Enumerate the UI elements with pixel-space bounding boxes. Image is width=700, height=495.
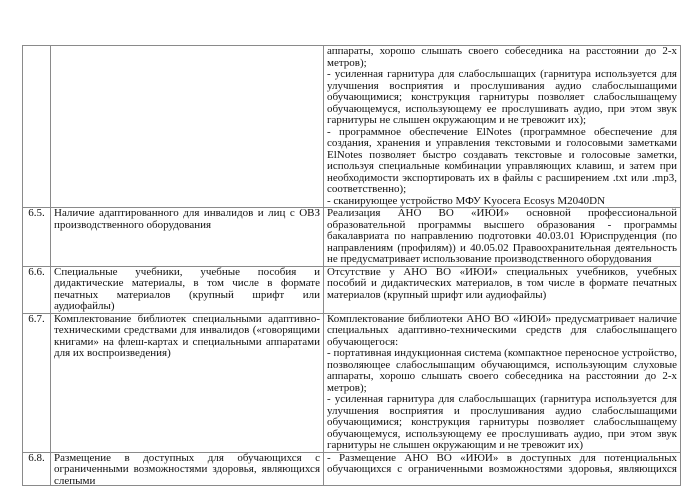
table-row xyxy=(23,266,681,313)
table-row xyxy=(23,313,681,452)
accessibility-table xyxy=(22,45,681,486)
row-number: 6.5. xyxy=(23,208,51,267)
row-description: аппараты, хорошо слышать своего собеседника на расстоянии до 2-х метров); - усиленная гарнитура для слабослышащих (гарнитура используется для улучшения восприятия и прослушивания аудио слабослышащими обучающимися; конструкция гарнитуры позволяет слабослышащему обучающемуся, использующему ее прослушивать аудио, при этом звук гарнитуры не слышен окружающим и не тревожит их); - программное обеспечение ElNotes (программное обеспечение для создания, хранения и управления текстовыми и голосовыми заметками ElNotes позволяет быстро создавать текстовые и голосовые заметки, используя специальные комбинации управляющих клавиш, и затем при необходимости экспортировать их в файлы с расширением .txt или .mp3, соответственно); - сканирующее устройство МФУ Kyocera Ecosys M2040DN xyxy=(324,46,681,208)
table-row xyxy=(23,208,681,267)
row-description: Реализация АНО ВО «ИЮИ» основной профессиональной образовательной программы высшего образования - программы бакалавриата по направлению подготовки 40.03.01 Юриспруденция (по направлениям (профилям)) и 40.05.02 Правоохранительная деятельность не предусматривает использование производственного оборудования xyxy=(324,208,681,267)
row-requirement: Комплектование библиотек специальными адаптивно-техническими средствами для инвалидов («говорящими книгами» на флеш-картах и специальными аппаратами для их воспроизведения) xyxy=(51,313,324,452)
row-requirement: Специальные учебники, учебные пособия и дидактические материалы, в том числе в формате печатных материалов (крупный шрифт или аудиофайлы) xyxy=(51,266,324,313)
row-requirement xyxy=(51,46,324,208)
row-description: Отсутствие у АНО ВО «ИЮИ» специальных учебников, учебных пособий и дидактических материалов, в том числе в формате печатных материалов (крупный шрифт или аудиофайлы) xyxy=(324,266,681,313)
row-description: Комплектование библиотеки АНО ВО «ИЮИ» предусматривает наличие специальных адаптивно-техническими средств для слабослышащего обучающегося: - портативная индукционная система (компактное переносное устройство, позволяющее слабослышащим обучающимся, использующим слуховые аппараты, хорошо слышать своего собеседника на расстоянии до 2-х метров); - усиленная гарнитура для слабослышащих (гарнитура используется для улучшения восприятия и прослушивания аудио слабослышащими обучающимися; конструкция гарнитуры позволяет слабослышащему обучающемуся, использующему ее прослушивать аудио, при этом звук гарнитуры не слышен окружающим и не тревожит их) xyxy=(324,313,681,452)
row-number: 6.8. xyxy=(23,452,51,485)
row-requirement: Наличие адаптированного для инвалидов и лиц с ОВЗ производственного оборудования xyxy=(51,208,324,267)
row-requirement: Размещение в доступных для обучающихся с ограниченными возможностями здоровья, являющихся слепыми xyxy=(51,452,324,485)
table-row xyxy=(23,46,681,208)
row-number: 6.7. xyxy=(23,313,51,452)
row-number: 6.6. xyxy=(23,266,51,313)
table-row xyxy=(23,452,681,485)
row-description: - Размещение АНО ВО «ИЮИ» в доступных для потенциальных обучающихся с ограниченными возможностями здоровья, являющихся xyxy=(324,452,681,485)
row-number xyxy=(23,46,51,208)
